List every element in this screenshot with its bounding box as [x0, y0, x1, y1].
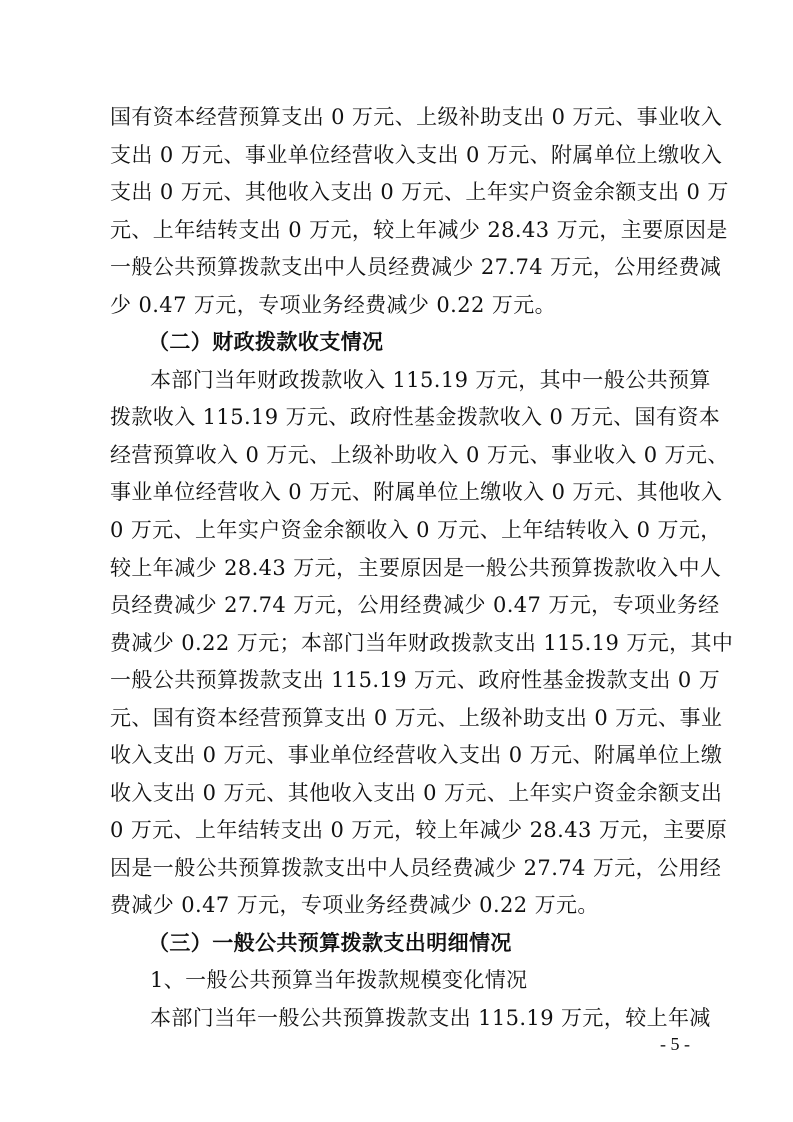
section-heading: （三）一般公共预算拨款支出明细情况	[148, 931, 512, 955]
body-text-line: 本部门当年财政拨款收入 115.19 万元，其中一般公共预算	[150, 368, 711, 392]
body-text-line: 0 万元、上年结转支出 0 万元，较上年减少 28.43 万元，主要原	[110, 818, 728, 842]
section-heading: （二）财政拨款收支情况	[148, 330, 384, 354]
body-text-line: 收入支出 0 万元、事业单位经营收入支出 0 万元、附属单位上缴	[110, 743, 723, 767]
body-text-line: 支出 0 万元、事业单位经营收入支出 0 万元、附属单位上缴收入	[110, 143, 723, 167]
body-text-line: 国有资本经营预算支出 0 万元、上级补助支出 0 万元、事业收入	[110, 105, 723, 129]
body-text-line: 较上年减少 28.43 万元，主要原因是一般公共预算拨款收入中人	[110, 556, 722, 580]
body-text-line: 经营预算收入 0 万元、上级补助收入 0 万元、事业收入 0 万元、	[110, 443, 729, 467]
body-text-line: 一般公共预算拨款支出中人员经费减少 27.74 万元，公用经费减	[110, 255, 722, 279]
body-text-line: 1、一般公共预算当年拨款规模变化情况	[150, 968, 528, 992]
body-text-line: 支出 0 万元、其他收入支出 0 万元、上年实户资金余额支出 0 万	[110, 180, 729, 204]
body-text-line: 员经费减少 27.74 万元，公用经费减少 0.47 万元，专项业务经	[110, 593, 720, 617]
body-text-line: 元、国有资本经营预算支出 0 万元、上级补助支出 0 万元、事业	[110, 706, 723, 730]
body-text-line: 0 万元、上年实户资金余额收入 0 万元、上年结转收入 0 万元，	[110, 518, 722, 542]
body-text-line: 因是一般公共预算拨款支出中人员经费减少 27.74 万元，公用经	[110, 856, 722, 880]
body-text-line: 收入支出 0 万元、其他收入支出 0 万元、上年实户资金余额支出	[110, 781, 723, 805]
body-text-line: 费减少 0.22 万元；本部门当年财政拨款支出 115.19 万元，其中	[110, 631, 734, 655]
body-text-line: 费减少 0.47 万元，专项业务经费减少 0.22 万元。	[110, 893, 599, 917]
body-text-line: 一般公共预算拨款支出 115.19 万元、政府性基金拨款支出 0 万	[110, 668, 721, 692]
body-text-line: 事业单位经营收入 0 万元、附属单位上缴收入 0 万元、其他收入	[110, 480, 723, 504]
body-text-line: 拨款收入 115.19 万元、政府性基金拨款收入 0 万元、国有资本	[110, 405, 721, 429]
page-number: - 5 -	[660, 1034, 690, 1054]
body-text-line: 少 0.47 万元，专项业务经费减少 0.22 万元。	[110, 293, 557, 317]
body-text-line: 本部门当年一般公共预算拨款支出 115.19 万元，较上年减	[150, 1006, 711, 1030]
body-text-line: 元、上年结转支出 0 万元，较上年减少 28.43 万元，主要原因是	[110, 218, 728, 242]
